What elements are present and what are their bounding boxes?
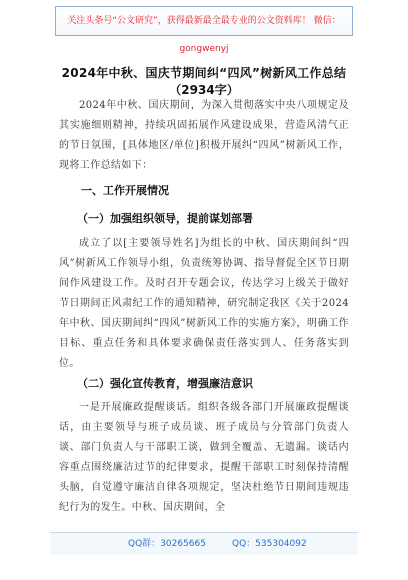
subsection-heading-2: （二）强化宣传教育，增强廉洁意识: [77, 377, 253, 390]
banner-text: 关注头条号“公文研究”，获得最新最全最专业的公文资料库！ 微信：gongwenyj: [67, 16, 341, 54]
paragraph-education: 一是开展廉政提醒谈话。组织各级各部门开展廉政提醒谈话，由主要领导与班子成员谈、班子成员与分管部门负责人谈、部门负责人与干部职工谈，做到全覆盖、无遗漏。谈话内容重点围绕廉洁过节的纪律要求，提醒干部职工时刻保持清醒头脑，自觉遵守廉洁自律各项规定，坚决杜绝节日期间违规违纪行为的发生。中秋、国庆期间，全: [59, 402, 349, 513]
paragraph-organization: 成立了以[主要领导姓名]为组长的中秋、国庆期间纠“四风”树新风工作领导小组，负责统筹协调、指导督促全区节日期间作风建设工作。及时召开专题会议，传达学习上级关于做好节日期间正风肃纪工作的通知精神，研究制定我区《关于2024年中秋、国庆期间纠“四风”树新风工作的实施方案》，明确工作目标、重点任务和具体要求确保责任落实到人、任务落实到位。: [59, 238, 349, 369]
top-banner: [55, 6, 353, 54]
footer-bar: [50, 532, 358, 555]
section-heading-1: 一、工作开展情况: [81, 184, 169, 197]
footer-qq-group: QQ群：30265665: [128, 539, 206, 549]
footer-qq: QQ：535304092: [232, 539, 307, 549]
document-word-count: （2934字）: [169, 83, 239, 97]
subsection-heading-1: （一）加强组织领导，提前谋划部署: [77, 212, 253, 225]
document-title: 2024年中秋、国庆节期间纠“四风”树新风工作总结: [61, 66, 347, 80]
intro-paragraph: 2024年中秋、国庆期间，为深入贯彻落实中央八项规定及其实施细则精神，持续巩固拓展作风建设成果，营造风清气正的节日氛围，[具体地区/单位]积极开展纠“四风”树新风工作，现将工作总结如下：: [59, 100, 349, 171]
